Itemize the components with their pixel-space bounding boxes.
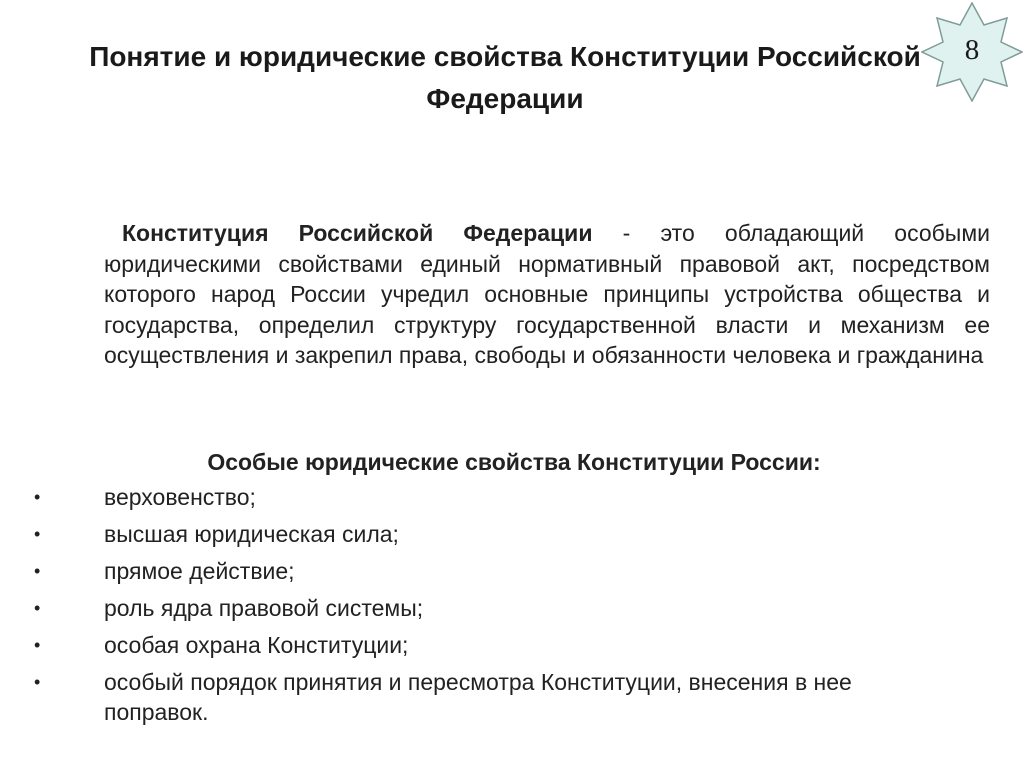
bullet-icon: •	[34, 524, 41, 544]
bullet-icon: •	[34, 635, 41, 655]
list-item	[0, 667, 1024, 727]
list-item	[0, 630, 1024, 660]
definition-dash: -	[592, 220, 661, 246]
properties-list	[0, 482, 1024, 734]
bullet-icon: •	[34, 598, 41, 618]
bullet-icon: •	[34, 487, 41, 507]
list-item-text: высшая юридическая сила;	[104, 521, 399, 547]
definition-term: Конституция Российской Федерации	[122, 220, 593, 246]
list-item	[0, 593, 1024, 623]
slide-title: Понятие и юридические свойства Конституции Российской Федерации	[89, 41, 921, 114]
properties-heading: Особые юридические свойства Конституции России:	[207, 449, 821, 475]
list-item-text: прямое действие;	[104, 558, 295, 584]
list-item	[0, 556, 1024, 586]
definition-text: это обладающий особыми юридическими свойствами единый нормативный правовой акт, посредством которого народ России учредил основные принципы устройства общества и государства, определил структуру государственной власти и механизм ее осуществления и закрепил права, свободы и обязанности человека и гражданина	[104, 220, 990, 368]
slide-number: 8	[964, 34, 980, 66]
list-item	[0, 519, 1024, 549]
bullet-icon: •	[34, 672, 41, 692]
list-item-text: особая охрана Конституции;	[104, 632, 409, 658]
list-item	[0, 482, 1024, 512]
list-item-text: верховенство;	[104, 484, 256, 510]
list-item-text: роль ядра правовой системы;	[104, 595, 424, 621]
bullet-icon: •	[34, 561, 41, 581]
slide-number-badge	[921, 2, 1023, 102]
list-item-text: особый порядок принятия и пересмотра Конституции, внесения в нее поправок.	[104, 669, 852, 725]
definition-paragraph	[104, 218, 990, 371]
